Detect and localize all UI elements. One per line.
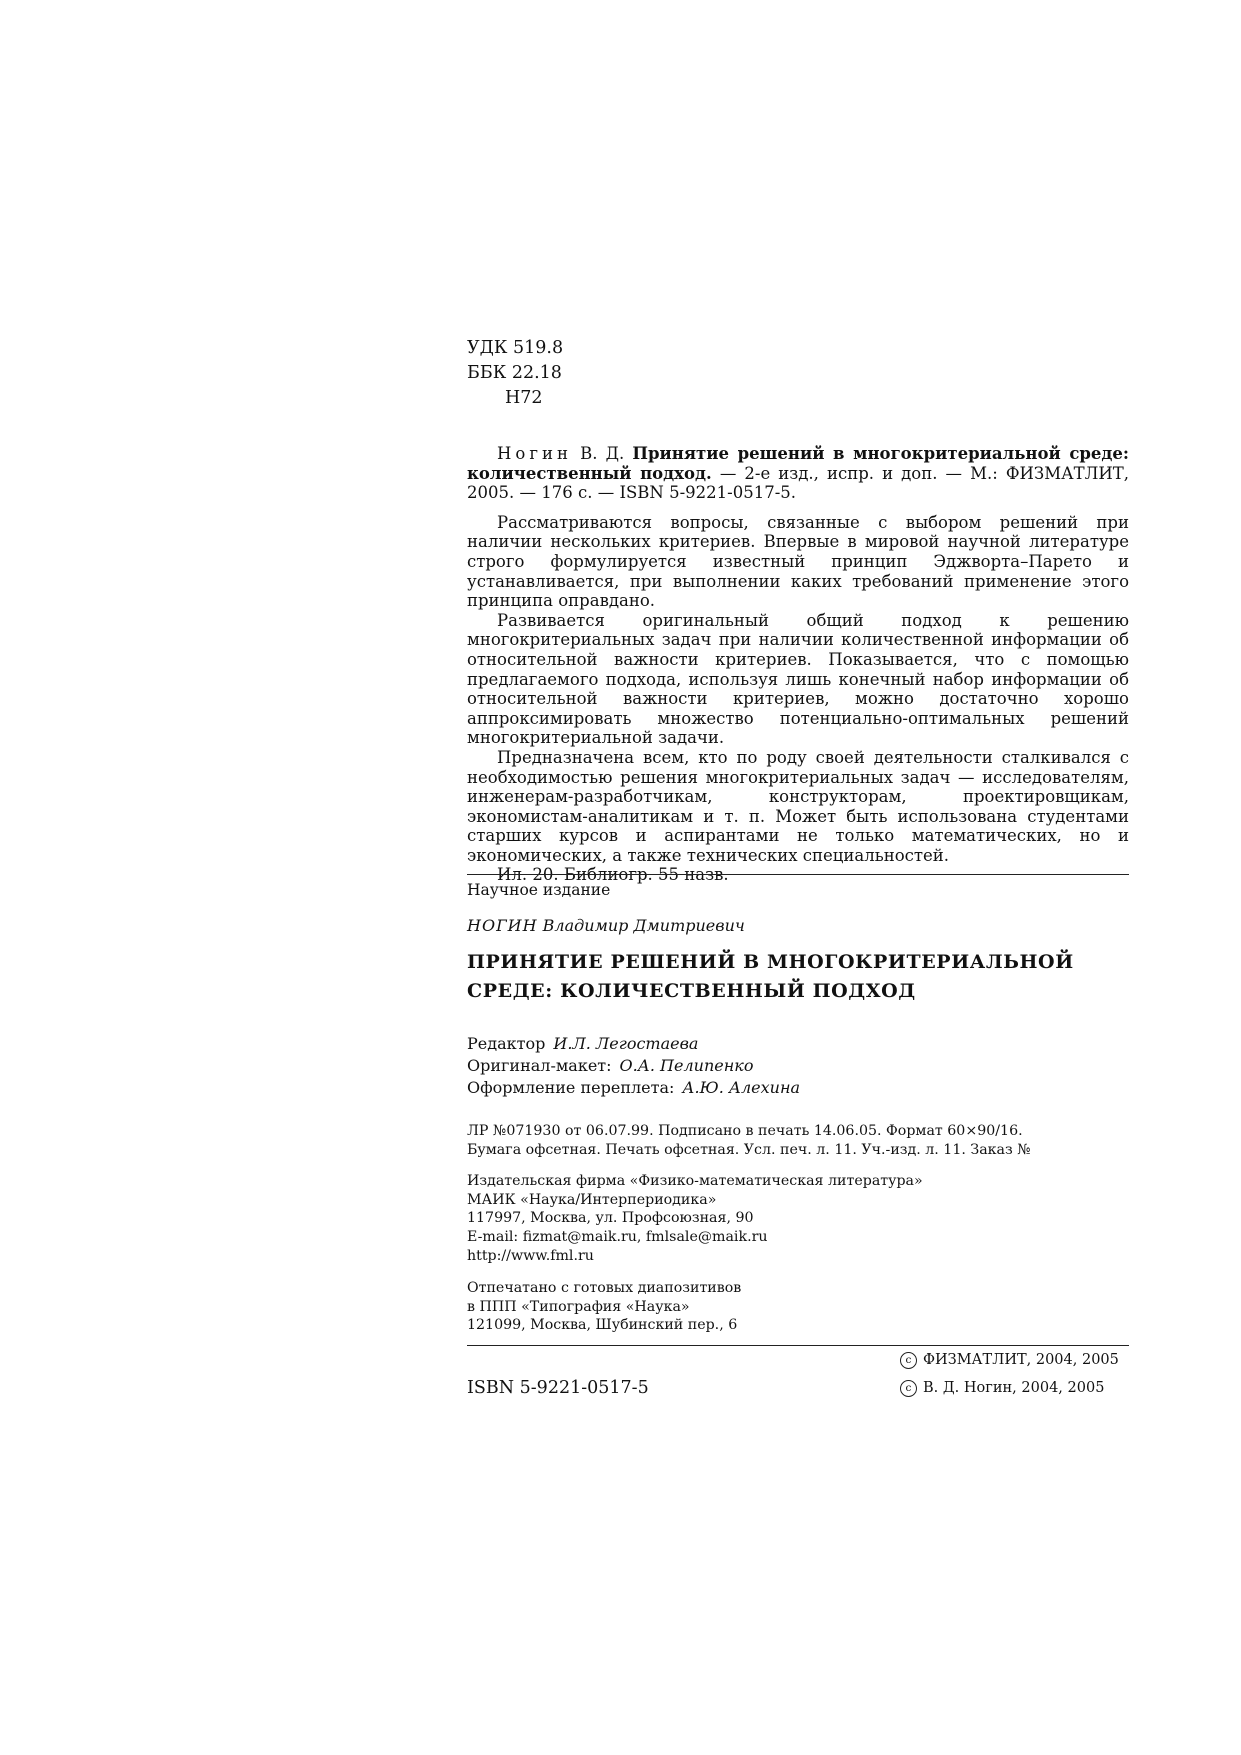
abstract-paragraph: Предназначена всем, кто по роду своей деятельности сталкивался с необходимостью решения многокритериальных задач — исследователям, инженерам-разработчикам, конструкторам, проектировщикам, экономистам-аналитикам и т. п. Может быть использована студентами старших курсов и аспирантами не только математических, но и экономических, а также технических специальностей.: [467, 747, 1129, 865]
bbk-code: ББК 22.18: [467, 363, 562, 383]
author-mark: Н72: [505, 388, 543, 408]
author-full-name: [467, 916, 1129, 936]
publisher-email: E-mail: fizmat@maik.ru, fmlsale@maik.ru: [467, 1229, 768, 1246]
author-initials: В. Д.: [580, 444, 625, 463]
credit-role: Оригинал-макет:: [467, 1056, 612, 1075]
copyright-icon: c: [900, 1380, 917, 1397]
printer-info: [467, 1279, 1129, 1335]
book-title-line: СРЕДЕ: КОЛИЧЕСТВЕННЫЙ ПОДХОД: [467, 980, 916, 1002]
credit-person: И.Л. Легостаева: [553, 1034, 699, 1053]
credit-role: Оформление переплета:: [467, 1078, 675, 1097]
classification-codes: [467, 336, 1129, 411]
copyright-text: В. Д. Ногин, 2004, 2005: [923, 1380, 1105, 1396]
print-info-line: ЛР №071930 от 06.07.99. Подписано в печать 14.06.05. Формат 60×90/16.: [467, 1123, 1023, 1139]
credit-person: А.Ю. Алехина: [682, 1078, 801, 1097]
edition-type: Научное издание: [467, 881, 611, 899]
udk-code: УДК 519.8: [467, 338, 564, 358]
divider: [467, 874, 1129, 875]
illustrations-note: Ил. 20. Библиогр. 55 назв.: [497, 865, 729, 885]
author-given-names: Владимир Дмитриевич: [542, 916, 745, 935]
abstract-paragraph: Рассматриваются вопросы, связанные с выбором решений при наличии нескольких критериев. Впервые в мировой научной литературе строго формулируется известный принцип Эджворта–Парето и устанавливается, при выполнении каких требований применение этого принципа оправдано.: [467, 512, 1129, 611]
annotation: [467, 444, 1129, 885]
book-title-line: ПРИНЯТИЕ РЕШЕНИЙ В МНОГОКРИТЕРИАЛЬНОЙ: [467, 951, 1074, 973]
credit-cover: [467, 1077, 1129, 1099]
credit-person: О.А. Пелипенко: [619, 1056, 754, 1075]
copyright-icon: c: [900, 1352, 917, 1369]
publisher-info: [467, 1172, 1129, 1266]
publisher-line: 117997, Москва, ул. Профсоюзная, 90: [467, 1210, 754, 1227]
print-info-line: Бумага офсетная. Печать офсетная. Усл. печ. л. 11. Уч.-изд. л. 11. Заказ №: [467, 1142, 1031, 1158]
copyright-publisher: [900, 1352, 1119, 1369]
printer-line: 121099, Москва, Шубинский пер., 6: [467, 1317, 738, 1334]
credit-role: Редактор: [467, 1034, 546, 1053]
record-title: Принятие решений в многокритериальной среде: количественный подход.: [467, 444, 1130, 483]
author-surname-caps: НОГИН: [467, 916, 538, 935]
copyright-text: ФИЗМАТЛИТ, 2004, 2005: [923, 1352, 1119, 1368]
credit-layout: [467, 1055, 1129, 1077]
publisher-website: http://www.fml.ru: [467, 1247, 594, 1264]
credit-editor: [467, 1033, 1129, 1055]
publisher-line: МАИК «Наука/Интерпериодика»: [467, 1191, 717, 1208]
abstract-paragraph: Развивается оригинальный общий подход к решению многокритериальных задач при наличии количественной информации об относительной важности критериев. Показывается, что с помощью предлагаемого подхода, используя лишь конечный набор информации об относительной важности критериев, можно достаточно хорошо аппроксимировать множество потенциально-оптимальных решений многокритериальной задачи.: [467, 610, 1129, 748]
isbn: ISBN 5-9221-0517-5: [467, 1378, 649, 1398]
credits: [467, 1033, 1129, 1099]
author-surname: Ногин: [497, 444, 572, 463]
copyright-author: [900, 1380, 1104, 1397]
printer-line: Отпечатано с готовых диапозитивов: [467, 1280, 742, 1296]
book-title: [467, 948, 1129, 1006]
bibliographic-record: [467, 444, 1129, 503]
printer-line: в ППП «Типография «Наука»: [467, 1298, 690, 1315]
divider: [467, 1345, 1129, 1346]
record-details: — 2-е изд., испр. и доп. — М.: ФИЗМАТЛИТ, 2005. — 176 с. — ISBN 5-9221-0517-5.: [467, 463, 1130, 503]
print-info: [467, 1122, 1129, 1160]
publisher-line: Издательская фирма «Физико-математическая литература»: [467, 1173, 923, 1189]
